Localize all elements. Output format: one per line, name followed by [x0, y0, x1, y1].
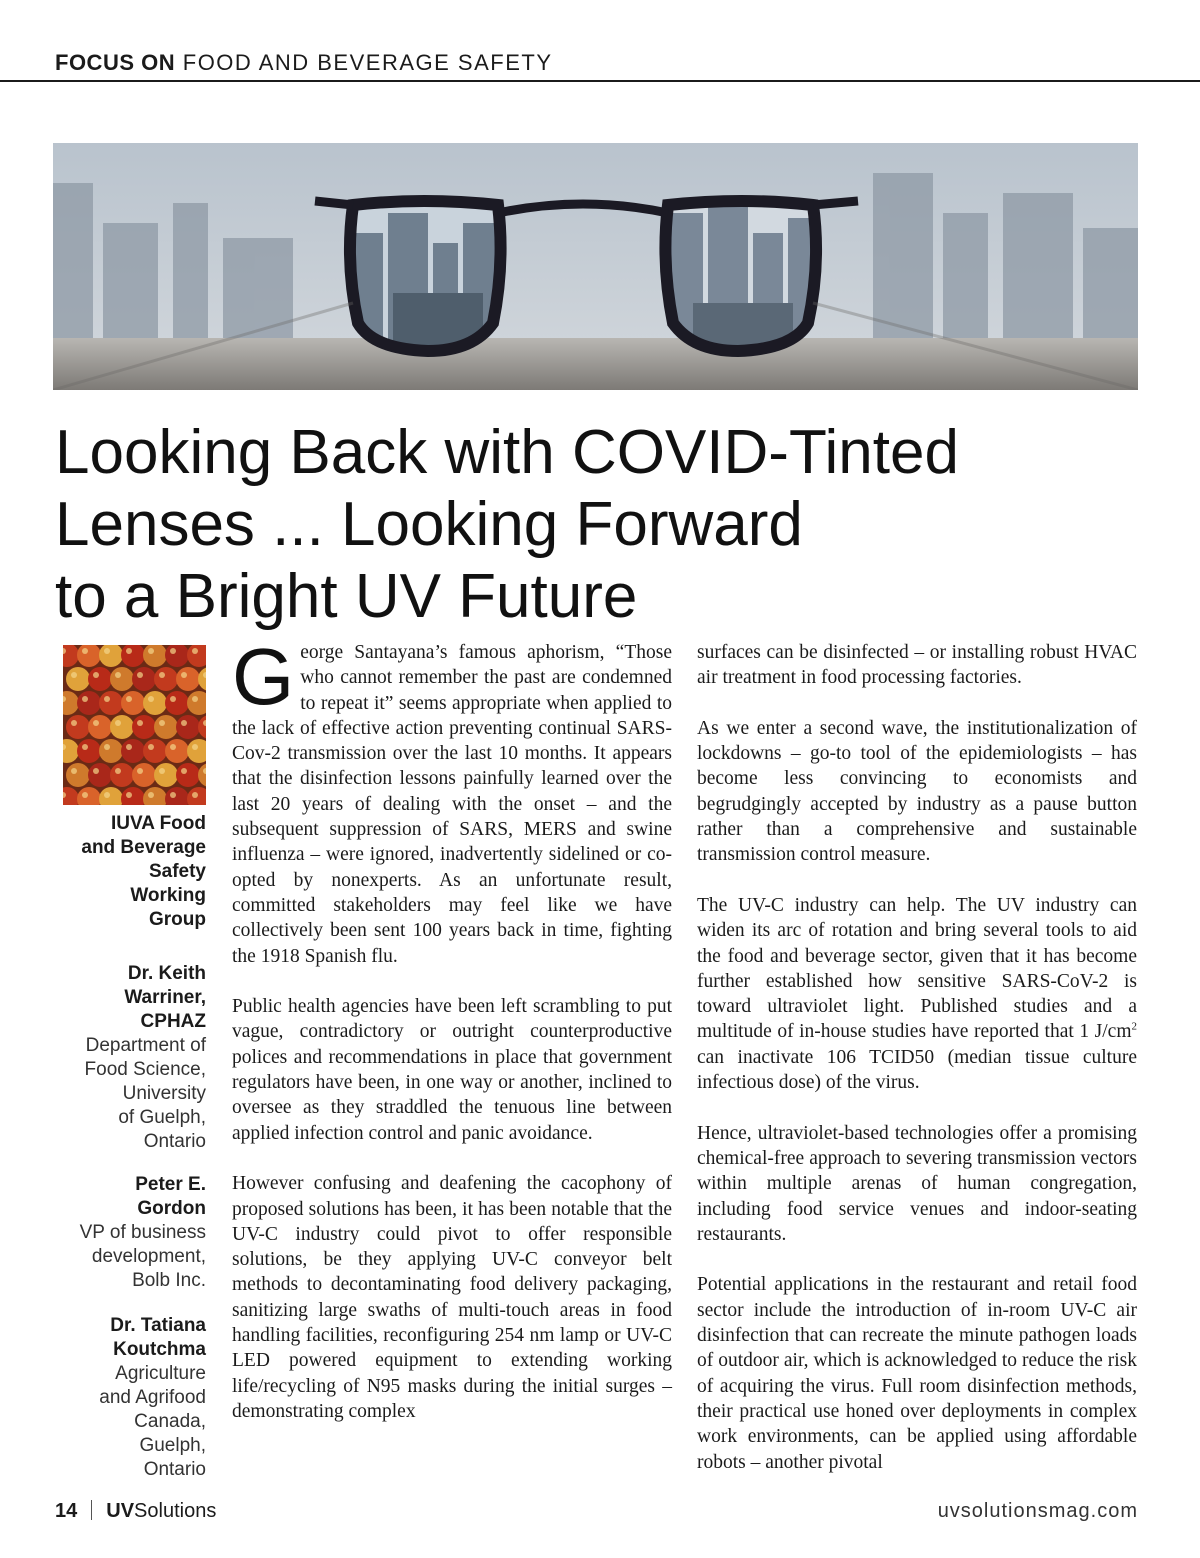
- body-paragraph: As we enter a second wave, the institutionalization of lockdowns – go-to tool of the epidemiologists – has become less convincing to economists and begrudgingly accepted by industry as a pause button rather than a comprehensive and sustainable transmission control measure.: [697, 717, 1137, 866]
- apple-shape: [121, 691, 145, 715]
- group-line: IUVA Food: [111, 813, 206, 834]
- apple-highlight: [170, 792, 176, 798]
- title-line-1: Looking Back with COVID-Tinted: [55, 418, 959, 487]
- author-koutchma: [40, 1314, 206, 1482]
- apple-shape: [176, 667, 200, 691]
- author-name: Dr. Tatiana: [110, 1315, 206, 1336]
- superscript: 2: [1131, 1020, 1137, 1033]
- apple-highlight: [192, 744, 198, 750]
- apple-highlight: [104, 696, 110, 702]
- apple-highlight: [159, 768, 165, 774]
- apple-shape: [154, 715, 178, 739]
- author-name: Warriner,: [124, 987, 206, 1008]
- apple-shape: [165, 787, 189, 805]
- apple-highlight: [115, 720, 121, 726]
- group-line: and Beverage: [81, 837, 206, 858]
- apple-highlight: [93, 768, 99, 774]
- section-label: FOOD AND BEVERAGE SAFETY: [182, 50, 553, 75]
- article-column-middle: [232, 632, 672, 1450]
- author-name: Peter E.: [135, 1174, 206, 1195]
- apple-shape: [143, 645, 167, 667]
- apple-shape: [143, 787, 167, 805]
- paragraph-text: eorge Santayana’s famous aphorism, “Those who cannot remember the past are condemned to repeat it” seems appropriate when applied to the lack of effective action preventing continual SARS-Cov-2 transmission over the last 10 months. It appears that the disinfection lessons painfully learned over the last 20 years of dealing with the onset – and the subsequent suppression of SARS, MERS and swine influenza – were ignored, inadvertently sidelined or co-opted by nonexperts. As an unfortunate result, committed stakeholders may feel like we have collectively been sent 100 years back in time, fighting the 1918 Spanish flu.: [232, 642, 672, 967]
- apple-highlight: [181, 672, 187, 678]
- page-number: 14: [55, 1500, 78, 1522]
- body-paragraph: [697, 893, 1137, 1095]
- body-paragraph: [232, 632, 672, 969]
- author-name: Dr. Keith: [127, 963, 206, 984]
- author-affiliation: Food Science,: [84, 1059, 206, 1080]
- apple-highlight: [115, 768, 121, 774]
- apple-highlight: [126, 696, 132, 702]
- hero-image-eyeglasses: [53, 143, 1138, 390]
- article-title: [55, 417, 1155, 633]
- apple-shape: [99, 787, 123, 805]
- apple-highlight: [137, 672, 143, 678]
- apple-shape: [198, 667, 206, 691]
- apple-shape: [187, 739, 206, 763]
- author-affiliation: Agriculture: [115, 1363, 206, 1384]
- author-affiliation: development,: [91, 1246, 206, 1267]
- title-line-2: Lenses ... Looking Forward: [55, 490, 803, 559]
- apple-shape: [132, 763, 156, 787]
- apple-shape: [132, 715, 156, 739]
- apple-shape: [77, 691, 101, 715]
- body-paragraph: Potential applications in the restaurant and retail food sector include the introduction of in-room UV-C air disinfection that can recreate the minute pathogen loads of outdoor air, which is acknowledged to reduce the risk of acquiring the virus. Full room disinfection methods, their practical use honed over deployments in complex work environments, can be applied using affordable robots – another pivotal: [697, 1274, 1137, 1473]
- apple-highlight: [192, 696, 198, 702]
- section-header: [55, 50, 553, 76]
- apple-highlight: [126, 744, 132, 750]
- apple-highlight: [148, 648, 154, 654]
- apple-shape: [187, 691, 206, 715]
- apple-highlight: [148, 696, 154, 702]
- apple-shape: [66, 763, 90, 787]
- magazine-brand-light: Solutions: [134, 1500, 217, 1522]
- author-affiliation: Ontario: [143, 1131, 206, 1152]
- article-column-right: [697, 640, 1137, 1500]
- apple-shape: [198, 715, 206, 739]
- author-affiliation: of Guelph,: [118, 1107, 206, 1128]
- apple-highlight: [93, 672, 99, 678]
- apple-shape: [132, 667, 156, 691]
- apple-highlight: [82, 696, 88, 702]
- apple-highlight: [115, 672, 121, 678]
- apple-highlight: [104, 648, 110, 654]
- apple-shape: [99, 691, 123, 715]
- magazine-brand-bold: UV: [106, 1500, 135, 1522]
- apple-highlight: [126, 792, 132, 798]
- apple-shape: [77, 645, 101, 667]
- author-affiliation: and Agrifood: [99, 1387, 206, 1408]
- apple-shape: [110, 763, 134, 787]
- apple-shape: [154, 763, 178, 787]
- author-affiliation: Bolb Inc.: [132, 1270, 206, 1291]
- apple-highlight: [159, 720, 165, 726]
- apple-highlight: [170, 744, 176, 750]
- group-line: Safety: [148, 861, 206, 882]
- page-footer: [55, 1500, 1138, 1523]
- apple-shape: [88, 715, 112, 739]
- apple-shape: [165, 691, 189, 715]
- apple-shape: [66, 667, 90, 691]
- apple-shape: [154, 667, 178, 691]
- working-group-credit: [40, 812, 206, 932]
- apple-shape: [63, 645, 79, 667]
- apple-shape: [99, 645, 123, 667]
- apple-highlight: [137, 720, 143, 726]
- apple-shape: [121, 787, 145, 805]
- title-line-3: to a Bright UV Future: [55, 562, 638, 631]
- apple-highlight: [137, 768, 143, 774]
- author-name: CPHAZ: [140, 1011, 206, 1032]
- apple-shape: [99, 739, 123, 763]
- apple-highlight: [170, 696, 176, 702]
- apple-highlight: [82, 648, 88, 654]
- apple-highlight: [148, 792, 154, 798]
- apple-shape: [110, 667, 134, 691]
- author-affiliation: Guelph,: [139, 1435, 206, 1456]
- apple-shape: [176, 715, 200, 739]
- apples-thumbnail-image: [63, 645, 206, 805]
- apple-highlight: [71, 768, 77, 774]
- apple-highlight: [82, 744, 88, 750]
- apple-shape: [187, 645, 206, 667]
- paragraph-text: can inactivate 106 TCID50 (median tissue culture infectious dose) of the virus.: [697, 1046, 1137, 1094]
- apple-highlight: [126, 648, 132, 654]
- apple-shape: [165, 645, 189, 667]
- apple-shape: [110, 715, 134, 739]
- group-line: Group: [149, 909, 206, 930]
- apple-shape: [66, 715, 90, 739]
- apple-shape: [88, 763, 112, 787]
- apple-shape: [121, 645, 145, 667]
- apple-highlight: [181, 768, 187, 774]
- website-url: uvsolutionsmag.com: [937, 1500, 1138, 1522]
- apple-shape: [165, 739, 189, 763]
- paragraph-text: The UV-C industry can help. The UV industry can widen its arc of rotation and bring several tools to aid the food and beverage sector, given that it has become further established how sensitive SARS-CoV-2 is toward ultraviolet light. Published studies and a multitude of in-house studies have reported that 1 J/cm: [697, 894, 1137, 1043]
- apple-shape: [77, 787, 101, 805]
- author-name: Koutchma: [113, 1339, 206, 1360]
- apple-highlight: [170, 648, 176, 654]
- author-name: Gordon: [137, 1198, 206, 1219]
- apple-highlight: [104, 792, 110, 798]
- apple-highlight: [148, 744, 154, 750]
- body-paragraph: However confusing and deafening the cacophony of proposed solutions has been, it has been notable that the UV-C industry could pivot to offer responsible solutions, be they applying UV-C conveyor belt methods to decontaminating food delivery packaging, sanitizing large swaths of multi-touch areas in food handling facilities, reconfiguring 254 nm lamp or UV-C LED powered equipment to extending working life/recycling of N95 masks during the initial surges – demonstrating complex: [232, 1173, 672, 1422]
- author-affiliation: Ontario: [143, 1459, 206, 1480]
- apple-shape: [176, 763, 200, 787]
- apple-highlight: [159, 672, 165, 678]
- apple-shape: [63, 691, 79, 715]
- apple-shape: [143, 739, 167, 763]
- apple-highlight: [71, 672, 77, 678]
- author-affiliation: Department of: [85, 1035, 206, 1056]
- author-affiliation: Canada,: [134, 1411, 206, 1432]
- apple-shape: [77, 739, 101, 763]
- author-gordon: [40, 1173, 206, 1293]
- body-paragraph: Hence, ultraviolet-based technologies offer a promising chemical-free approach to severing transmission vectors within multiple arenas of human congregation, including food service venues and indoor-seating restaurants.: [697, 1122, 1137, 1245]
- apple-shape: [121, 739, 145, 763]
- header-rule: [0, 80, 1200, 82]
- body-paragraph: surfaces can be disinfected – or installing robust HVAC air treatment in food processing factories.: [697, 642, 1137, 689]
- footer-divider: [91, 1500, 92, 1520]
- apple-shape: [88, 667, 112, 691]
- apple-highlight: [104, 744, 110, 750]
- drop-cap: G: [232, 632, 295, 721]
- focus-label: FOCUS ON: [55, 50, 176, 75]
- author-affiliation: University: [122, 1083, 206, 1104]
- apple-highlight: [192, 648, 198, 654]
- group-line: Working: [130, 885, 206, 906]
- apple-highlight: [71, 720, 77, 726]
- apple-highlight: [82, 792, 88, 798]
- apple-shape: [143, 691, 167, 715]
- author-affiliation: VP of business: [79, 1222, 206, 1243]
- author-warriner: [40, 962, 206, 1154]
- apple-shape: [63, 739, 79, 763]
- body-paragraph: Public health agencies have been left scrambling to put vague, contradictory or outright counterproductive polices and recommendations in place that government regulators have been, in one way or another, inclined to oversee as they straddled the tenuous line between applied infection control and panic avoidance.: [232, 996, 672, 1144]
- apple-highlight: [181, 720, 187, 726]
- apple-shape: [198, 763, 206, 787]
- apple-highlight: [93, 720, 99, 726]
- apple-highlight: [192, 792, 198, 798]
- author-sidebar: [40, 812, 206, 1503]
